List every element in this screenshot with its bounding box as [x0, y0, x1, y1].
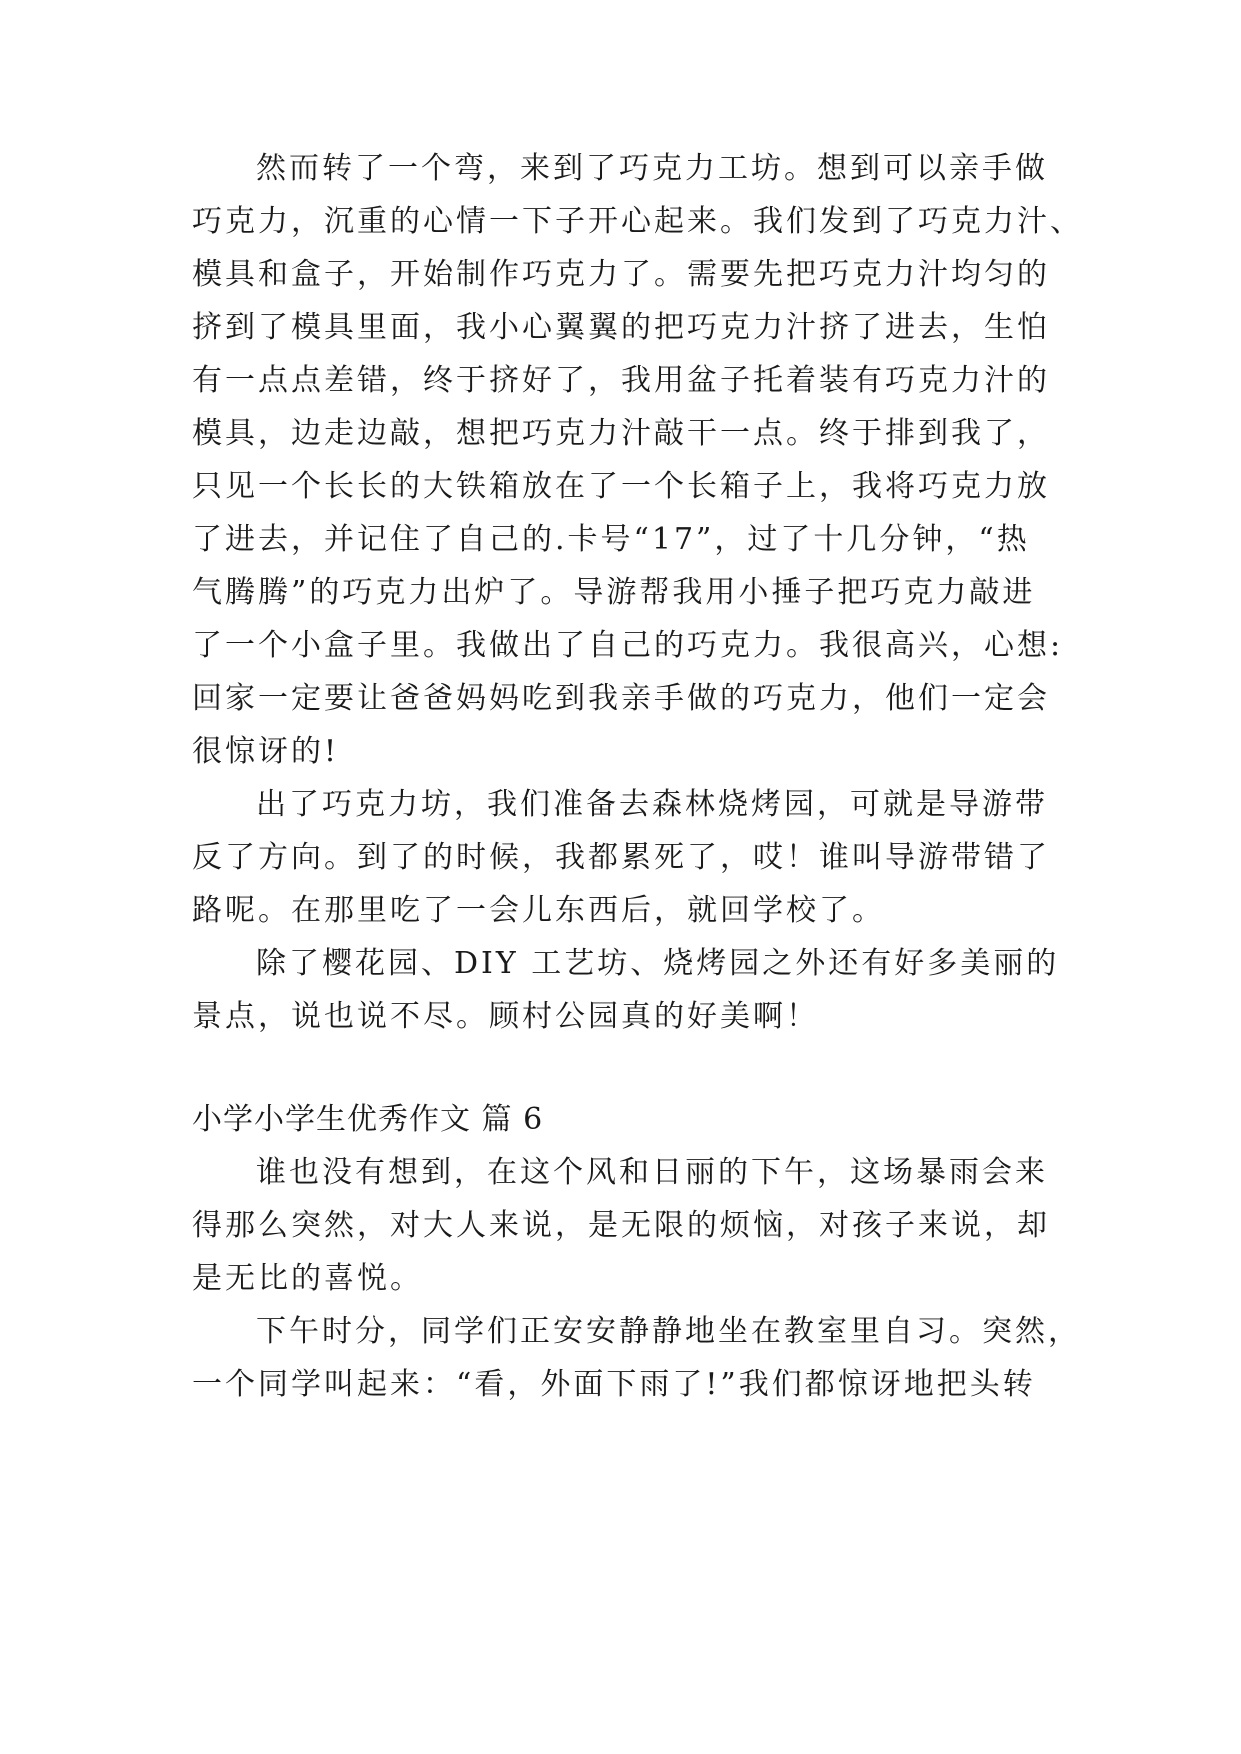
paragraph-line: 有一点点差错，终于挤好了，我用盆子托着装有巧克力汁的: [192, 363, 1050, 398]
paragraph-line: 反了方向。到了的时候，我都累死了，哎！谁叫导游带错了: [192, 840, 1050, 875]
paragraph-line: 出了巧克力坊，我们准备去森林烧烤园，可就是导游带: [256, 787, 1048, 822]
paragraph-line: 了进去，并记住了自己的.卡号“17”，过了十几分钟，“热: [192, 522, 1030, 557]
paragraph-line: 景点，说也说不尽。顾村公园真的好美啊！: [192, 999, 819, 1034]
paragraph-line: 模具，边走边敲，想把巧克力汁敲干一点。终于排到我了，: [192, 416, 1050, 451]
paragraph-line: 了一个小盒子里。我做出了自己的巧克力。我很高兴，心想:: [192, 628, 1064, 663]
paragraph-line: 只见一个长长的大铁箱放在了一个长箱子上，我将巧克力放: [192, 469, 1050, 504]
paragraph-line: 除了樱花园、DIY 工艺坊、烧烤园之外还有好多美丽的: [256, 946, 1060, 981]
paragraph-line: 很惊讶的!: [192, 734, 340, 769]
paragraph-line: 一个同学叫起来：“看，外面下雨了!”我们都惊讶地把头转: [192, 1367, 1036, 1402]
paragraph-line: 是无比的喜悦。: [192, 1261, 423, 1296]
paragraph-line: 挤到了模具里面，我小心翼翼的把巧克力汁挤了进去，生怕: [192, 310, 1050, 345]
paragraph-line: 得那么突然，对大人来说，是无限的烦恼，对孩子来说，却: [192, 1208, 1050, 1243]
paragraph-line: 然而转了一个弯，来到了巧克力工坊。想到可以亲手做: [256, 151, 1048, 186]
paragraph-line: 谁也没有想到，在这个风和日丽的下午，这场暴雨会来: [256, 1155, 1048, 1190]
paragraph-line: 回家一定要让爸爸妈妈吃到我亲手做的巧克力，他们一定会: [192, 681, 1050, 716]
paragraph-line: 路呢。在那里吃了一会儿东西后，就回学校了。: [192, 893, 885, 928]
paragraph-line: 下午时分，同学们正安安静静地坐在教室里自习。突然，: [256, 1314, 1081, 1349]
paragraph-line: 气腾腾”的巧克力出炉了。导游帮我用小捶子把巧克力敲进: [192, 575, 1036, 610]
paragraph-line: 模具和盒子，开始制作巧克力了。需要先把巧克力汁均匀的: [192, 257, 1050, 292]
paragraph-line: 巧克力，沉重的心情一下子开心起来。我们发到了巧克力汁、: [192, 204, 1083, 239]
section-heading: 小学小学生优秀作文 篇 6: [192, 1102, 544, 1137]
